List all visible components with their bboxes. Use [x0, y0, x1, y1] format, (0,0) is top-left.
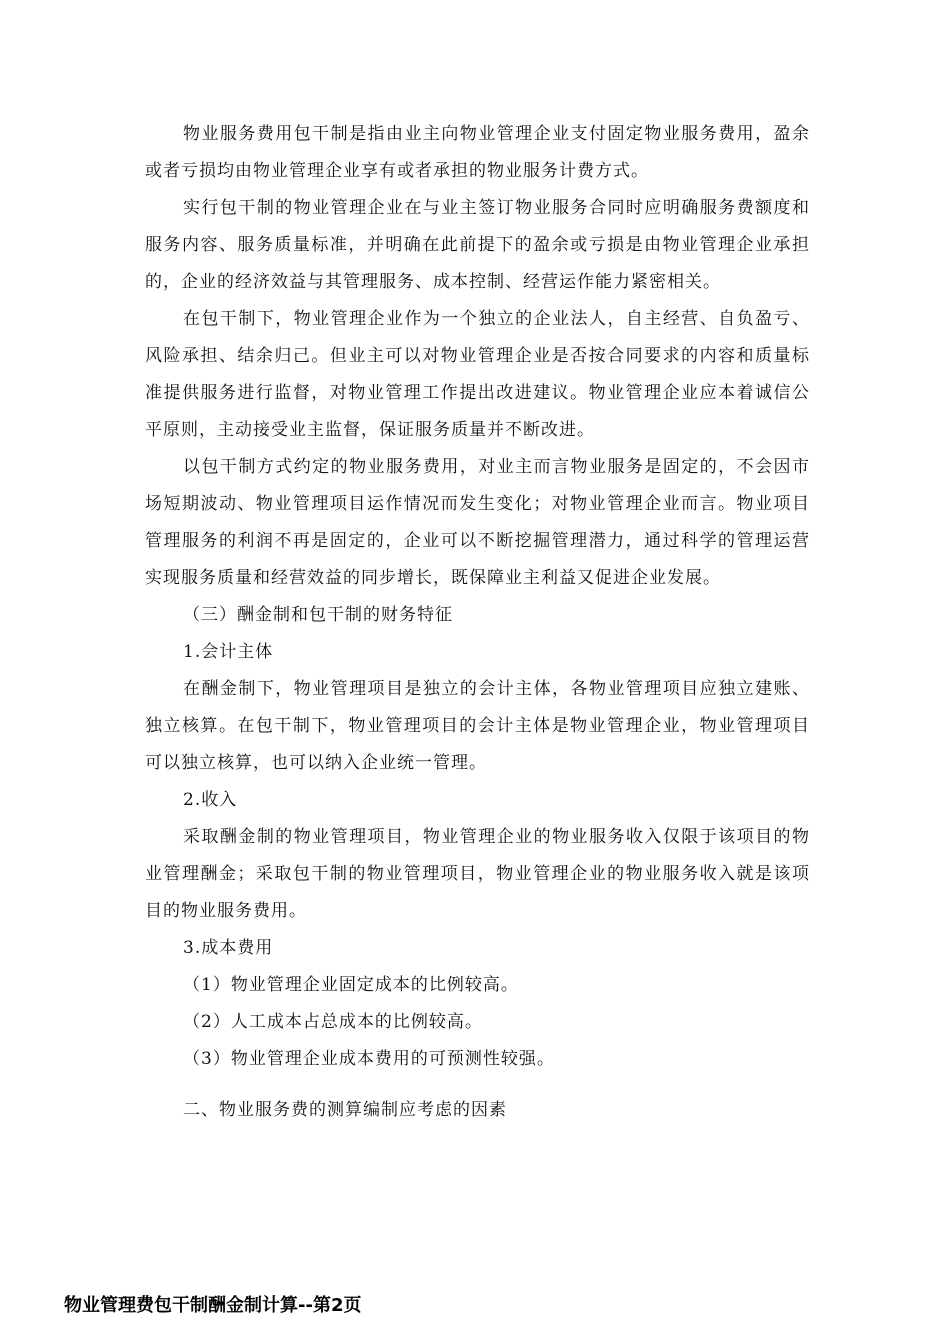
- subheading-financial-features: （三）酬金制和包干制的财务特征: [183, 605, 453, 625]
- paragraph-self-management: 在包干制下，物业管理企业作为一个独立的企业法人，自主经营、自负盈亏、风险承担、结余归己。但业主可以对物业管理企业是否按合同要求的内容和质量标准提供服务进行监督，对物业管理工作提出改进建议。物业管理企业应本着诚信公平原则，主动接受业主监督，保证服务质量并不断改进。: [145, 309, 810, 440]
- item-cost-title: 3.成本费用: [183, 938, 274, 958]
- paragraph-contract: 实行包干制的物业管理企业在与业主签订物业服务合同时应明确服务费额度和服务内容、服务质量标准，并明确在此前提下的盈余或亏损是由物业管理企业承担的，企业的经济效益与其管理服务、成本控制、经营运作能力紧密相关。: [145, 198, 810, 292]
- item-income-title: 2.收入: [183, 790, 238, 810]
- item-accounting-subject-text: 在酬金制下，物业管理项目是独立的会计主体，各物业管理项目应独立建账、独立核算。在包干制下，物业管理项目的会计主体是物业管理企业，物业管理项目可以独立核算，也可以纳入企业统一管理。: [145, 679, 810, 773]
- item-accounting-subject-title: 1.会计主体: [183, 642, 274, 662]
- cost-point-3: （3）物业管理企业成本费用的可预测性较强。: [183, 1049, 555, 1069]
- document-body: [145, 116, 810, 1129]
- cost-point-2: （2）人工成本占总成本的比例较高。: [183, 1012, 483, 1032]
- paragraph-definition: 物业服务费用包干制是指由业主向物业管理企业支付固定物业服务费用，盈余或者亏损均由物业管理企业享有或者承担的物业服务计费方式。: [145, 124, 810, 181]
- section-heading-factors: 二、物业服务费的测算编制应考虑的因素: [183, 1100, 507, 1120]
- cost-point-1: （1）物业管理企业固定成本的比例较高。: [183, 975, 519, 995]
- page-footer: 物业管理费包干制酬金制计算--第2页: [64, 1295, 362, 1316]
- item-income-text: 采取酬金制的物业管理项目，物业管理企业的物业服务收入仅限于该项目的物业管理酬金；采取包干制的物业管理项目，物业管理企业的物业服务收入就是该项目的物业服务费用。: [145, 827, 810, 921]
- paragraph-fixed-fee: 以包干制方式约定的物业服务费用，对业主而言物业服务是固定的，不会因市场短期波动、物业管理项目运作情况而发生变化；对物业管理企业而言。物业项目管理服务的利润不再是固定的，企业可以不断挖掘管理潜力，通过科学的管理运营实现服务质量和经营效益的同步增长，既保障业主利益又促进企业发展。: [145, 457, 810, 588]
